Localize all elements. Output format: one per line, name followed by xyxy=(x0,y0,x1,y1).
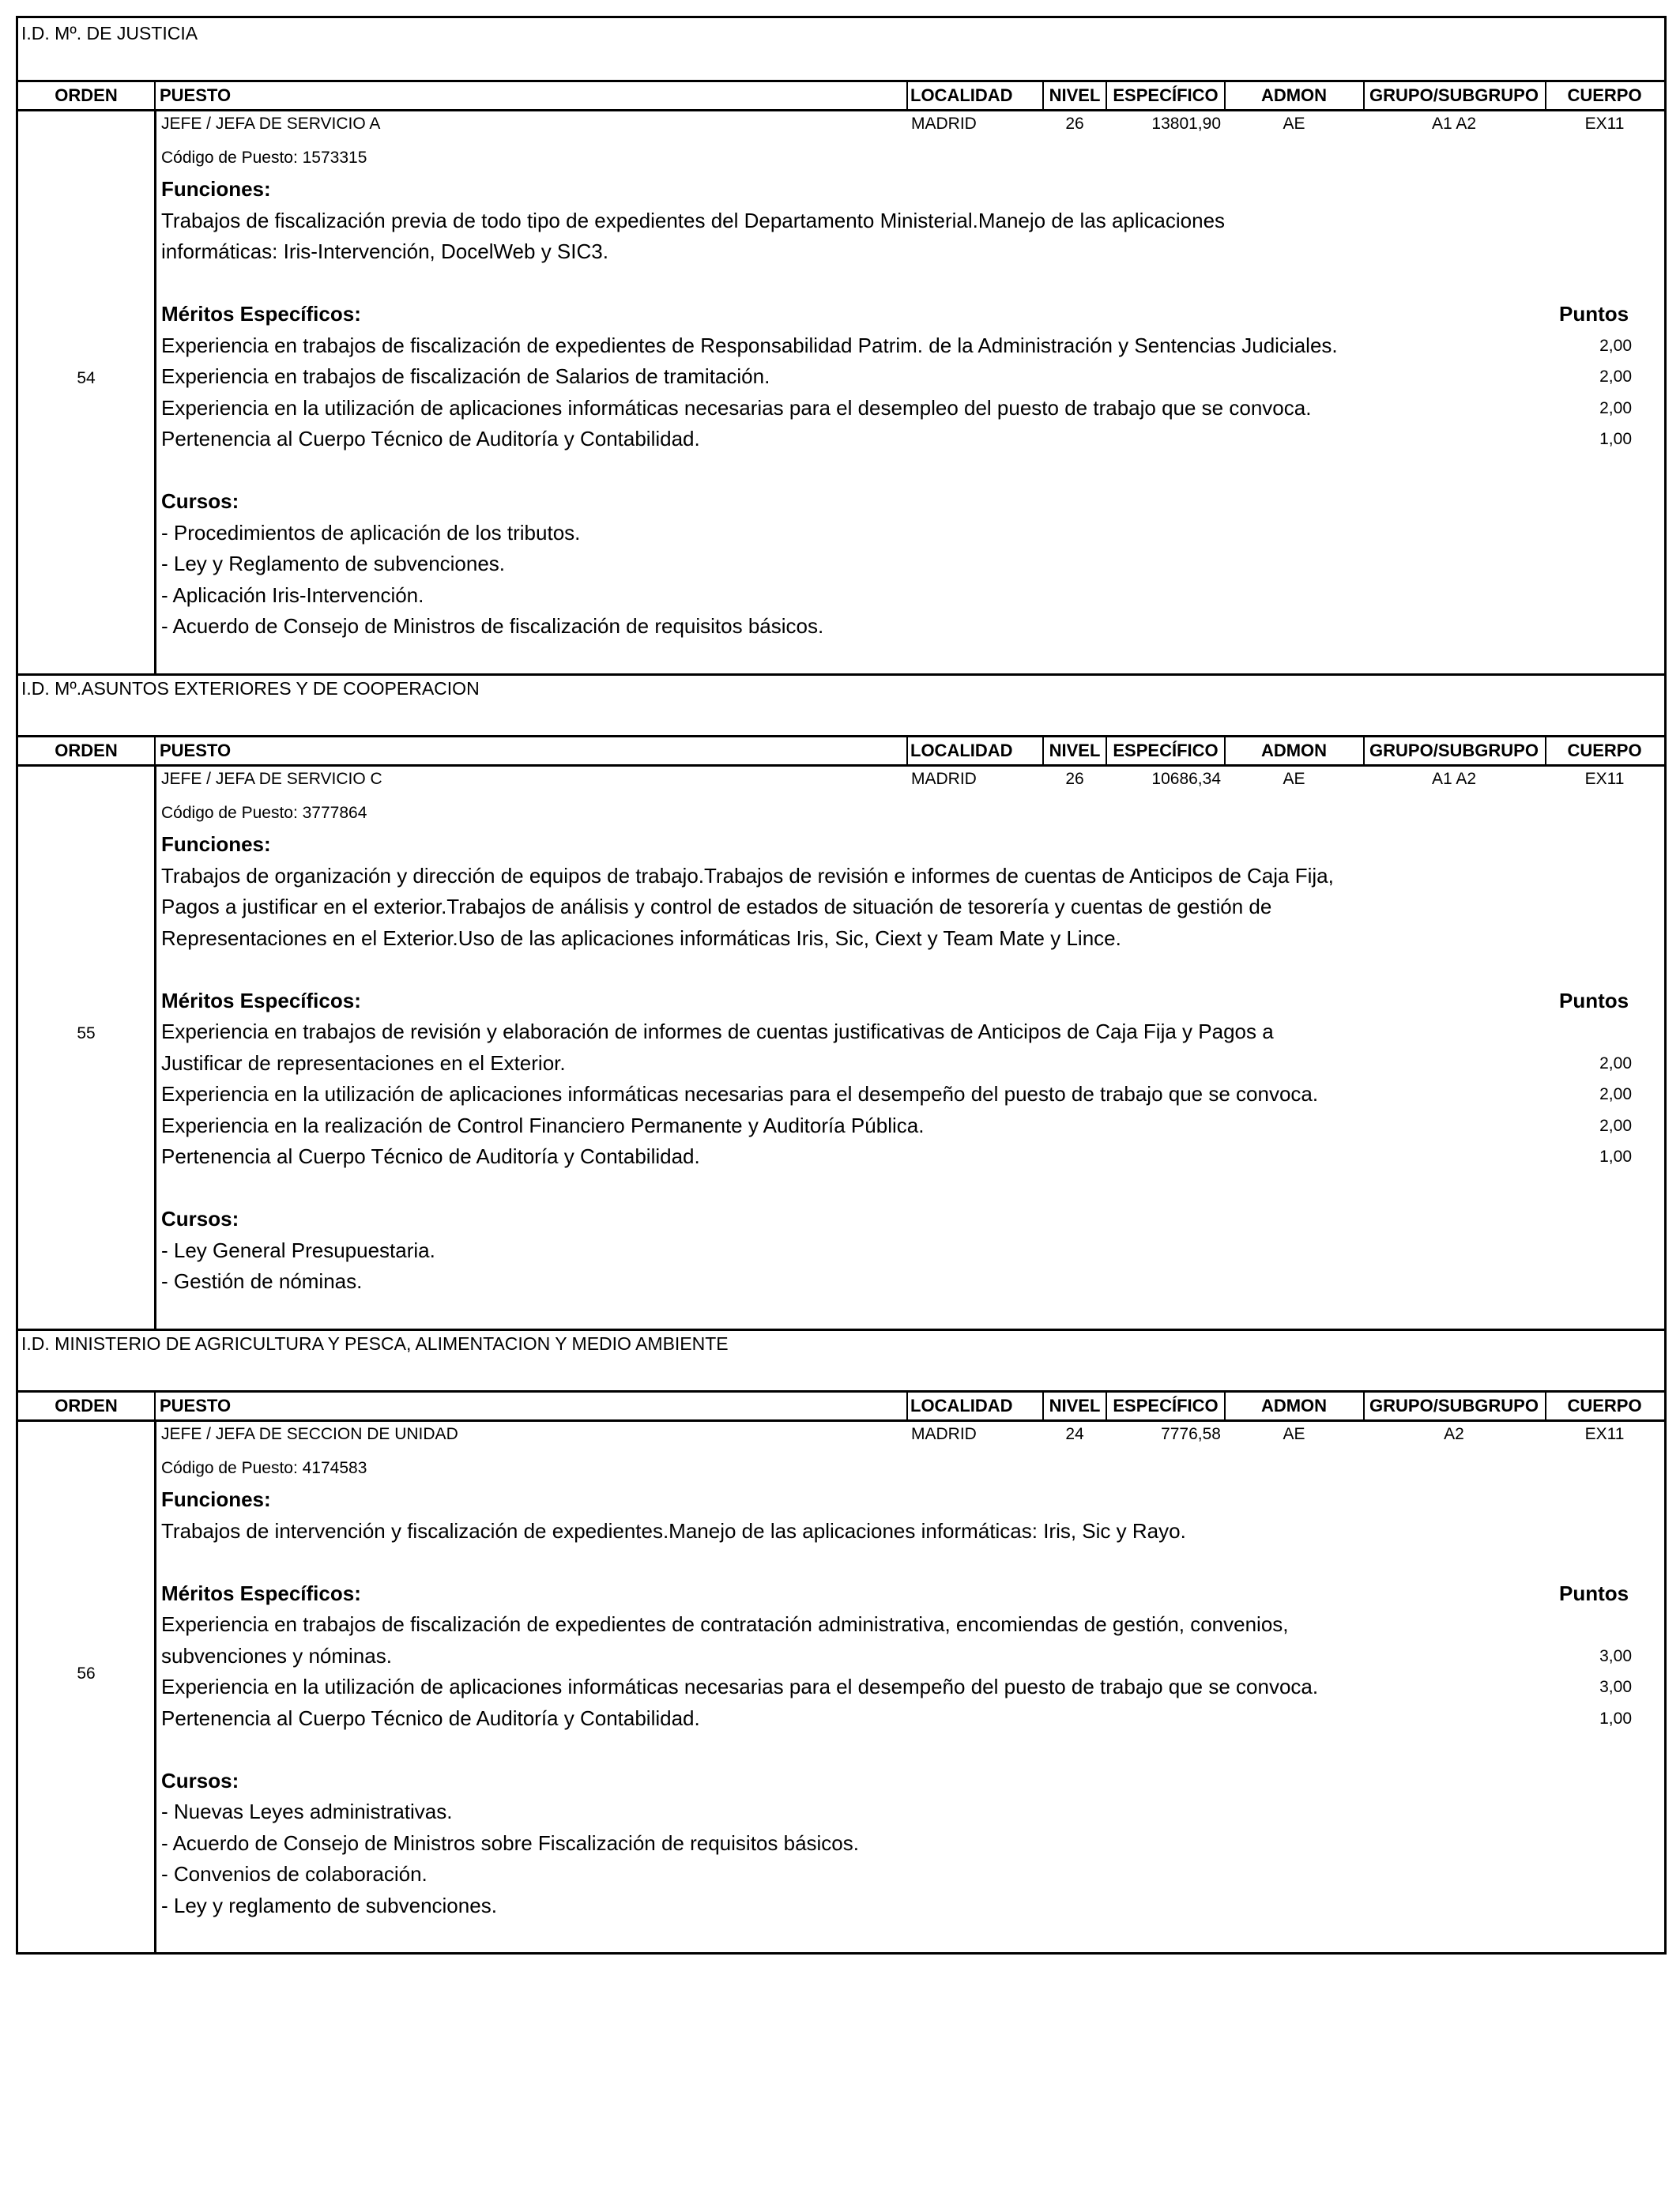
header-especifico: ESPECÍFICO xyxy=(1113,1396,1219,1416)
value-localidad: MADRID xyxy=(911,115,977,133)
curso-item: - Ley General Presupuestaria. xyxy=(161,1238,435,1262)
header-especifico: ESPECÍFICO xyxy=(1113,741,1219,760)
merito-puntos: 1,00 xyxy=(1599,430,1632,448)
value-localidad: MADRID xyxy=(911,1425,977,1443)
merito-text: subvenciones y nóminas. xyxy=(161,1643,392,1668)
header-admon: ADMON xyxy=(1260,1396,1328,1416)
header-column-divider xyxy=(1363,1393,1365,1419)
header-column-divider xyxy=(906,737,908,764)
merito-text: Pertenencia al Cuerpo Técnico de Auditoría y Contabilidad. xyxy=(161,427,700,450)
value-grupo: A1 A2 xyxy=(1431,115,1477,133)
value-admon: AE xyxy=(1283,115,1305,133)
header-puesto: PUESTO xyxy=(160,1396,232,1416)
orden-number: 56 xyxy=(77,1664,96,1683)
header-column-divider xyxy=(1363,737,1365,764)
section-title: I.D. Mº. DE JUSTICIA xyxy=(21,23,198,43)
header-grupo: GRUPO/SUBGRUPO xyxy=(1369,85,1539,105)
document-page xyxy=(16,16,1667,1955)
header-puesto: PUESTO xyxy=(160,741,232,760)
curso-item: - Nuevas Leyes administrativas. xyxy=(161,1800,453,1823)
header-admon: ADMON xyxy=(1260,741,1328,760)
cursos-label: Cursos: xyxy=(161,489,239,513)
merito-puntos: 2,00 xyxy=(1599,336,1632,355)
value-cuerpo: EX11 xyxy=(1584,1425,1625,1443)
header-column-divider xyxy=(1106,1393,1107,1419)
meritos-label: Méritos Específicos: xyxy=(161,1581,361,1605)
value-nivel: 26 xyxy=(1065,115,1084,133)
curso-item: - Procedimientos de aplicación de los tributos. xyxy=(161,520,581,545)
section-3 xyxy=(18,1329,1664,1955)
merito-puntos: 2,00 xyxy=(1599,1085,1632,1103)
puntos-label: Puntos xyxy=(1559,988,1629,1012)
merito-puntos: 1,00 xyxy=(1599,1148,1632,1166)
curso-item: - Aplicación Iris-Intervención. xyxy=(161,582,424,607)
header-column-divider xyxy=(1545,1393,1546,1419)
codigo-puesto: Código de Puesto: 4174583 xyxy=(161,1458,367,1477)
value-localidad: MADRID xyxy=(911,770,977,788)
curso-item: - Acuerdo de Consejo de Ministros de fiscalización de requisitos básicos. xyxy=(161,614,824,638)
header-column-divider xyxy=(1042,1393,1044,1419)
curso-item: - Ley y reglamento de subvenciones. xyxy=(161,1893,497,1917)
funciones-text-line: Representaciones en el Exterior.Uso de las aplicaciones informáticas Iris, Sic, Ciext y Team Mate y Lince. xyxy=(161,925,1121,950)
section-title: I.D. MINISTERIO DE AGRICULTURA Y PESCA, ALIMENTACION Y MEDIO AMBIENTE xyxy=(21,1333,729,1354)
value-nivel: 24 xyxy=(1065,1425,1084,1443)
header-column-divider xyxy=(1224,82,1226,109)
cursos-label: Cursos: xyxy=(161,1768,239,1793)
header-orden: ORDEN xyxy=(55,741,118,760)
table-header-row xyxy=(18,735,1664,767)
header-column-divider xyxy=(1224,737,1226,764)
merito-text: Pertenencia al Cuerpo Técnico de Auditoría y Contabilidad. xyxy=(161,1706,700,1730)
orden-column-divider xyxy=(154,111,156,673)
header-column-divider xyxy=(1224,1393,1226,1419)
curso-item: - Gestión de nóminas. xyxy=(161,1269,363,1293)
merito-text: Experiencia en trabajos de fiscalización de Salarios de tramitación. xyxy=(161,364,770,388)
header-localidad: LOCALIDAD xyxy=(910,741,1013,760)
section-1 xyxy=(18,18,1664,673)
header-nivel: NIVEL xyxy=(1049,85,1101,105)
header-puesto: PUESTO xyxy=(160,85,232,105)
header-cuerpo: CUERPO xyxy=(1567,1396,1642,1416)
header-column-divider xyxy=(1042,737,1044,764)
position-body xyxy=(18,767,1664,1329)
funciones-text-line: Pagos a justificar en el exterior.Trabajos de análisis y control de estados de situación de tesorería y cuentas de gestión de xyxy=(161,895,1272,918)
merito-puntos: 2,00 xyxy=(1599,368,1632,386)
header-grupo: GRUPO/SUBGRUPO xyxy=(1369,1396,1539,1416)
value-puesto: JEFE / JEFA DE SECCION DE UNIDAD xyxy=(161,1425,458,1443)
header-nivel: NIVEL xyxy=(1049,1396,1101,1416)
orden-column-divider xyxy=(154,767,156,1329)
merito-text: Experiencia en la realización de Control Financiero Permanente y Auditoría Pública. xyxy=(161,1113,925,1137)
curso-item: - Acuerdo de Consejo de Ministros sobre Fiscalización de requisitos básicos. xyxy=(161,1830,859,1855)
header-column-divider xyxy=(1545,737,1546,764)
curso-item: - Ley y Reglamento de subvenciones. xyxy=(161,552,506,575)
funciones-text-line: Trabajos de intervención y fiscalización de expedientes.Manejo de las aplicaciones informáticas: Iris, Sic y Rayo. xyxy=(161,1518,1186,1543)
header-orden: ORDEN xyxy=(55,85,118,105)
merito-text: Experiencia en trabajos de fiscalización de expedientes de contratación administrativa, encomiendas de gestión, convenios, xyxy=(161,1612,1289,1636)
orden-number: 55 xyxy=(77,1023,96,1042)
value-grupo: A1 A2 xyxy=(1431,770,1477,788)
merito-puntos: 1,00 xyxy=(1599,1709,1632,1728)
value-admon: AE xyxy=(1283,770,1305,788)
value-cuerpo: EX11 xyxy=(1584,770,1625,788)
orden-number: 54 xyxy=(77,368,96,387)
value-especifico: 13801,90 xyxy=(1151,115,1221,133)
value-puesto: JEFE / JEFA DE SERVICIO C xyxy=(161,770,382,788)
header-column-divider xyxy=(1042,82,1044,109)
merito-text: Pertenencia al Cuerpo Técnico de Auditoría y Contabilidad. xyxy=(161,1144,700,1168)
section-2 xyxy=(18,673,1664,1329)
merito-text: Justificar de representaciones en el Exterior. xyxy=(161,1050,566,1075)
header-localidad: LOCALIDAD xyxy=(910,1396,1013,1416)
section-separator xyxy=(18,673,1664,676)
merito-text: Experiencia en trabajos de revisión y elaboración de informes de cuentas justificativas de Anticipos de Caja Fija y Pagos a xyxy=(161,1020,1274,1043)
table-header-row xyxy=(18,80,1664,111)
header-admon: ADMON xyxy=(1260,85,1328,105)
orden-column-divider xyxy=(154,1422,156,1955)
merito-text: Experiencia en la utilización de aplicaciones informáticas necesarias para el desempleo del puesto de trabajo que se convoca. xyxy=(161,395,1312,420)
header-column-divider xyxy=(154,1393,156,1419)
curso-item: - Convenios de colaboración. xyxy=(161,1862,428,1886)
header-orden: ORDEN xyxy=(55,1396,118,1416)
header-nivel: NIVEL xyxy=(1049,741,1101,760)
merito-puntos: 2,00 xyxy=(1599,398,1632,417)
value-admon: AE xyxy=(1283,1425,1305,1443)
funciones-label: Funciones: xyxy=(161,832,271,856)
header-column-divider xyxy=(1106,82,1107,109)
puntos-label: Puntos xyxy=(1559,302,1629,326)
position-body xyxy=(18,111,1664,673)
merito-puntos: 3,00 xyxy=(1599,1646,1632,1665)
header-localidad: LOCALIDAD xyxy=(910,85,1013,105)
merito-text: Experiencia en la utilización de aplicaciones informáticas necesarias para el desempeño del puesto de trabajo que se convoca. xyxy=(161,1675,1319,1698)
merito-text: Experiencia en la utilización de aplicaciones informáticas necesarias para el desempeño del puesto de trabajo que se convoca. xyxy=(161,1082,1319,1106)
header-column-divider xyxy=(154,737,156,764)
funciones-text-line: Trabajos de fiscalización previa de todo tipo de expedientes del Departamento Ministerial.Manejo de las aplicaciones xyxy=(161,208,1226,232)
table-header-row xyxy=(18,1390,1664,1422)
codigo-puesto: Código de Puesto: 1573315 xyxy=(161,148,367,167)
meritos-label: Méritos Específicos: xyxy=(161,302,361,326)
funciones-label: Funciones: xyxy=(161,177,271,201)
funciones-text-line: informáticas: Iris-Intervención, DocelWeb y SIC3. xyxy=(161,239,608,263)
header-especifico: ESPECÍFICO xyxy=(1113,85,1219,105)
header-column-divider xyxy=(154,82,156,109)
puntos-label: Puntos xyxy=(1559,1581,1629,1605)
codigo-puesto: Código de Puesto: 3777864 xyxy=(161,803,367,822)
funciones-label: Funciones: xyxy=(161,1487,271,1511)
value-grupo: A2 xyxy=(1444,1425,1464,1443)
cursos-label: Cursos: xyxy=(161,1207,239,1231)
header-column-divider xyxy=(906,82,908,109)
merito-text: Experiencia en trabajos de fiscalización de expedientes de Responsabilidad Patrim. de la Administración y Sentencias Judiciales. xyxy=(161,333,1338,357)
merito-puntos: 2,00 xyxy=(1599,1054,1632,1072)
header-column-divider xyxy=(1545,82,1546,109)
section-separator xyxy=(18,1329,1664,1331)
section-title: I.D. Mº.ASUNTOS EXTERIORES Y DE COOPERACION xyxy=(21,678,480,699)
funciones-text-line: Trabajos de organización y dirección de equipos de trabajo.Trabajos de revisión e informes de cuentas de Anticipos de Caja Fija, xyxy=(161,863,1334,888)
header-grupo: GRUPO/SUBGRUPO xyxy=(1369,741,1539,760)
meritos-label: Méritos Específicos: xyxy=(161,988,361,1012)
header-cuerpo: CUERPO xyxy=(1567,741,1642,760)
position-body xyxy=(18,1422,1664,1955)
value-especifico: 10686,34 xyxy=(1151,770,1221,788)
value-nivel: 26 xyxy=(1065,770,1084,788)
merito-puntos: 2,00 xyxy=(1599,1116,1632,1135)
header-column-divider xyxy=(1363,82,1365,109)
header-column-divider xyxy=(1106,737,1107,764)
value-cuerpo: EX11 xyxy=(1584,115,1625,133)
value-puesto: JEFE / JEFA DE SERVICIO A xyxy=(161,115,381,133)
merito-puntos: 3,00 xyxy=(1599,1678,1632,1696)
header-cuerpo: CUERPO xyxy=(1567,85,1642,105)
value-especifico: 7776,58 xyxy=(1161,1425,1221,1443)
header-column-divider xyxy=(906,1393,908,1419)
